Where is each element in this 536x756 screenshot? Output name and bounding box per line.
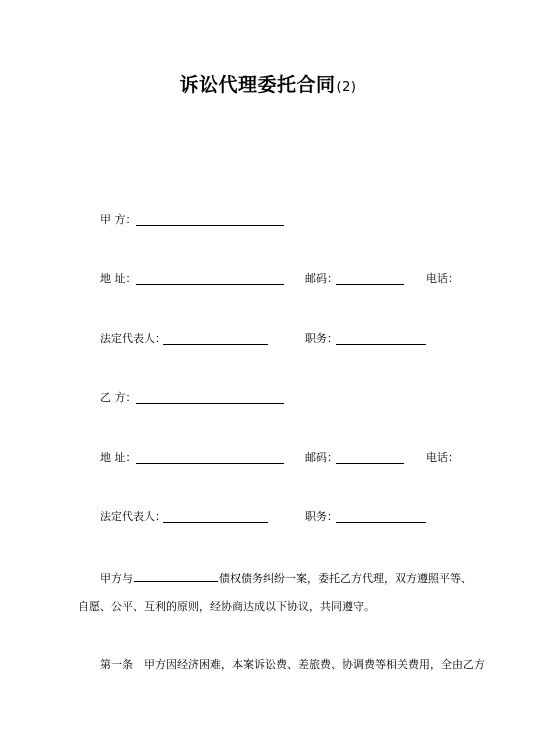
party-b-name-field[interactable] [136, 403, 284, 404]
party-a-postcode-field[interactable] [336, 284, 404, 285]
party-b-address-label: 地 址： [100, 451, 137, 464]
party-a-address-field[interactable] [136, 284, 284, 285]
party-a-position-field[interactable] [336, 344, 426, 345]
party-a-rep-field[interactable] [163, 344, 268, 345]
party-a-name-field[interactable] [136, 225, 284, 226]
dispute-party-blank[interactable] [134, 570, 218, 582]
intro-paragraph-line2: 自愿、公平、互利的原则，经协商达成以下协议，共同遵守。 [78, 600, 375, 613]
party-a-postcode-label: 邮码： [305, 272, 338, 285]
party-a-position-label: 职务： [305, 332, 338, 345]
party-a-phone-label: 电话： [426, 272, 459, 285]
party-b-label: 乙 方： [100, 391, 137, 404]
party-b-rep-field[interactable] [163, 522, 268, 523]
party-b-phone-label: 电话： [426, 451, 459, 464]
party-a-rep-label: 法定代表人： [100, 332, 166, 345]
article-1: 第一条 甲方因经济困难，本案诉讼费、差旅费、协调费等相关费用，全由乙方 [100, 658, 485, 671]
party-a-address-label: 地 址： [100, 272, 137, 285]
party-b-position-field[interactable] [336, 522, 426, 523]
title-suffix: (2) [336, 80, 357, 95]
party-b-rep-label: 法定代表人： [100, 510, 166, 523]
party-b-postcode-label: 邮码： [305, 451, 338, 464]
title-text: 诉讼代理委托合同 [179, 74, 336, 96]
intro-paragraph-line1 [100, 570, 472, 586]
party-b-address-field[interactable] [136, 463, 284, 464]
intro-suffix: 债权债务纠纷一案，委托乙方代理，双方遵照平等、 [219, 572, 472, 585]
document-title [0, 70, 536, 97]
party-b-position-label: 职务： [305, 510, 338, 523]
intro-prefix: 甲方与 [100, 572, 133, 585]
party-b-postcode-field[interactable] [336, 463, 404, 464]
party-a-label: 甲 方： [100, 213, 137, 226]
